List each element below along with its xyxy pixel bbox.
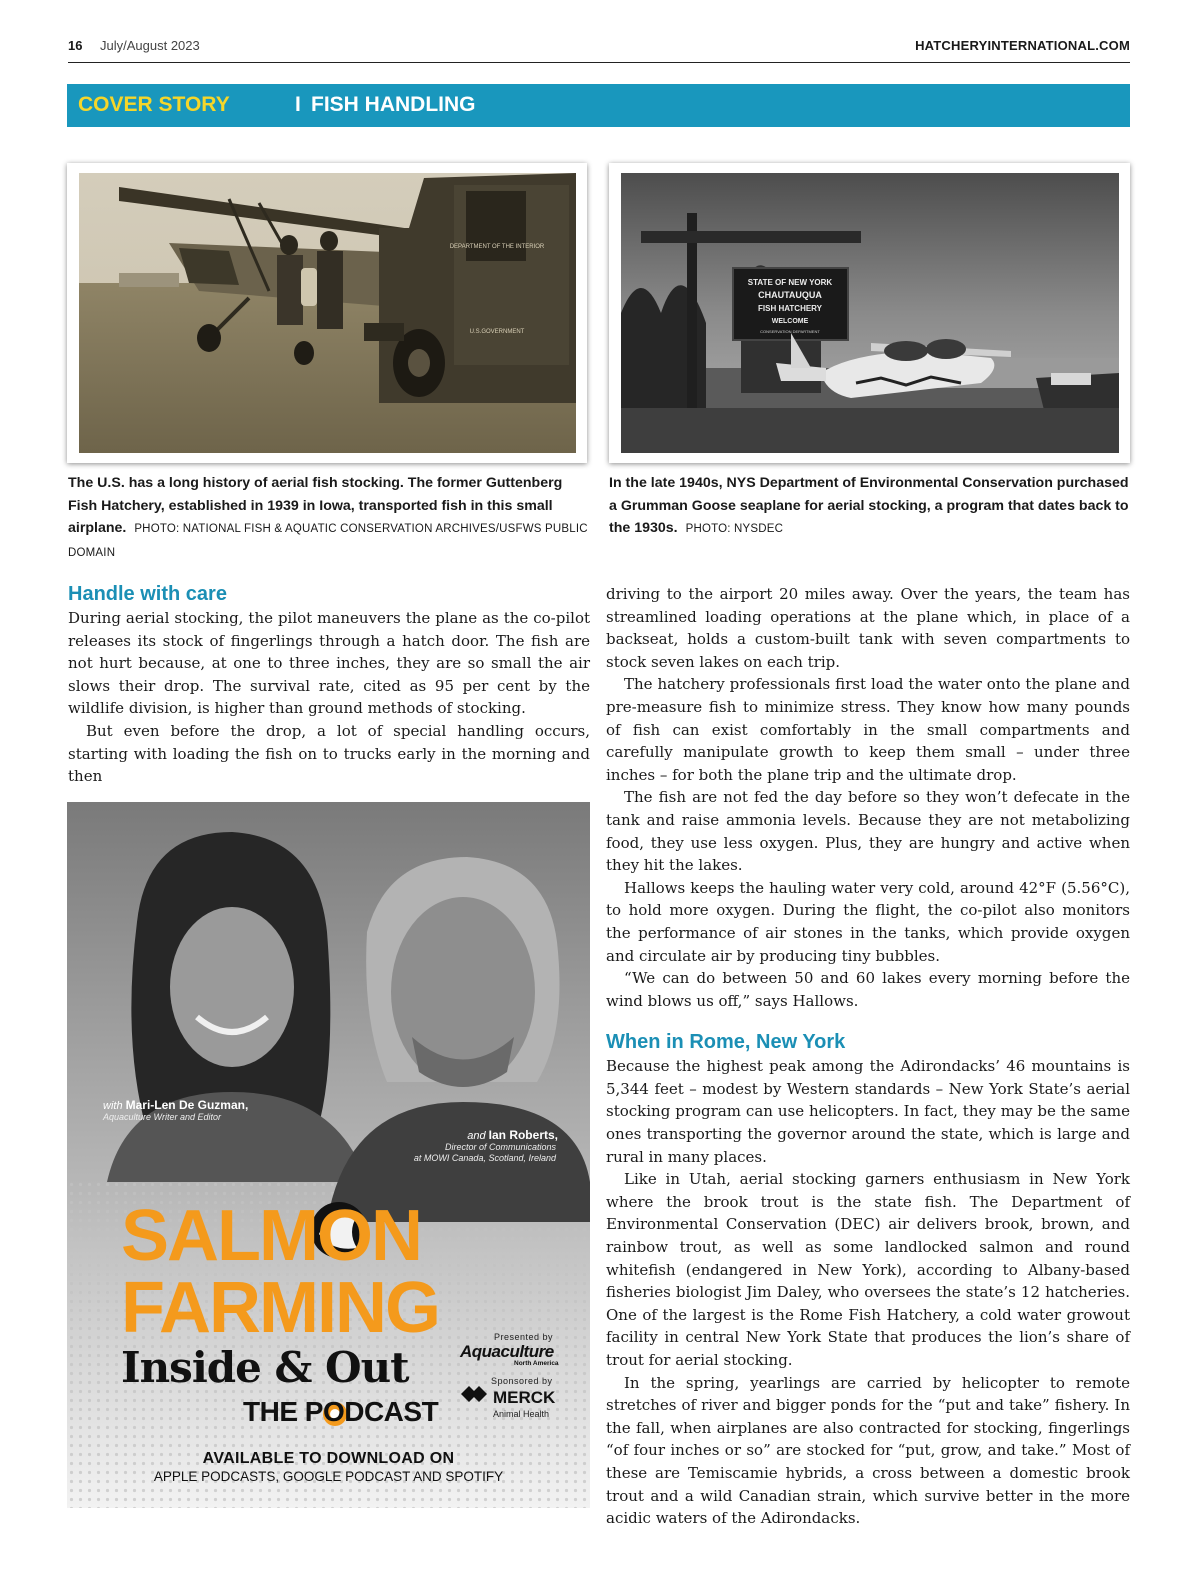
truck-door-text-1: DEPARTMENT OF THE INTERIOR [449, 244, 545, 250]
caption-right-credit: PHOTO: NYSDEC [685, 523, 784, 535]
heading-handle-with-care: Handle with care [68, 583, 227, 605]
host1-role: Aquaculture Writer and Editor [103, 1112, 222, 1122]
airplane-photo-illustration [79, 173, 576, 453]
sign-line-2: CHAUTAUQUA [758, 290, 822, 300]
article-column-left [68, 581, 590, 788]
host1-name: Mari-Len De Guzman, [125, 1098, 249, 1112]
host2-name: Ian Roberts, [488, 1128, 558, 1142]
article-column-right [606, 583, 1130, 1530]
sponsor-logo: MERCK [493, 1388, 556, 1407]
sign-line-4: WELCOME [771, 318, 809, 325]
presented-by-label: Presented by [494, 1332, 554, 1342]
host1-prefix: with [103, 1100, 123, 1112]
presenter-region: North America [514, 1360, 559, 1367]
article-paragraph: driving to the airport 20 miles away. Over the years, the team has streamlined loading operations at the plane which, in place of a backseat, holds a custom-built tank with seven compartments to stock seven lakes on each trip. [606, 585, 1130, 671]
presenter-logo: Aquaculture [460, 1342, 554, 1361]
photo-airplane-truck [67, 163, 587, 463]
download-platforms: APPLE PODCASTS, GOOGLE PODCAST AND SPOTIFY [153, 1469, 504, 1484]
article-paragraph: Hallows keeps the hauling water very cold, around 42°F (5.56°C), to hold more oxygen. During the flight, the co-pilot also monitors the performance of air stones in the tanks, which provide oxygen and circulate air by producing tiny bubbles. [606, 878, 1130, 965]
section-topic: FISH HANDLING [311, 93, 476, 116]
heading-when-in-rome: When in Rome, New York [606, 1031, 846, 1054]
sign-line-1: STATE OF NEW YORK [747, 278, 833, 287]
issue-date: July/August 2023 [100, 38, 200, 53]
section-separator: I [295, 93, 301, 116]
sign-line-3: FISH HATCHERY [758, 304, 822, 313]
site-url[interactable]: HATCHERYINTERNATIONAL.COM [915, 38, 1130, 53]
article-paragraph: The hatchery professionals first load the water onto the plane and pre-measure fish to minimize stress. They know how many pounds of fish can exist comfortably in the small compartments and carefully manipulate growth to keep them small – under three inches – for both the plane trip and the ultimate drop. [606, 675, 1130, 784]
podcast-title-line3: Inside & Out [121, 1343, 409, 1392]
article-paragraph: Like in Utah, aerial stocking garners enthusiasm in New York where the brook trout is the state fish. The Department of Environmental Conservation (DEC) air delivers brook, brown, and rainbow trout, as well as some landlocked salmon and round whitefish (endangered in New York), according to Albany-based fisheries biologist Jim Daley, who oversees the state’s 12 hatcheries. One of the largest is the Rome Fish Hatchery, a cold water growout facility in central New York State that produces the lion’s share of trout for aerial stocking. [606, 1170, 1130, 1369]
truck-door-text-2: U.S.GOVERNMENT [469, 329, 525, 335]
caption-right [609, 472, 1130, 541]
section-banner [67, 84, 1130, 127]
article-paragraph: The fish are not fed the day before so they won’t defecate in the tank and raise ammonia levels. Because they are not metabolizing food, they use less oxygen. Plus, they are hungry and active when they hit the lakes. [606, 788, 1130, 875]
page-header [68, 37, 1130, 63]
sponsor-division: Animal Health [493, 1409, 550, 1419]
sign-line-5: CONSERVATION DEPARTMENT [760, 329, 820, 334]
podcast-title-line1: SALMON [121, 1196, 421, 1276]
sponsored-by-label: Sponsored by [491, 1376, 553, 1386]
article-paragraph: During aerial stocking, the pilot maneuvers the plane as the co-pilot releases its stock of fingerlings through a hatch door. The fish are not hurt because, at one to three inches, they are so small the air slows their drop. The survival rate, cited as 95 per cent by the wildlife division, is higher than ground methods of stocking. [68, 609, 590, 718]
caption-left-credit: PHOTO: NATIONAL FISH & AQUATIC CONSERVATION ARCHIVES/USFWS PUBLIC DOMAIN [68, 523, 588, 559]
host2-credit [467, 1128, 558, 1142]
host2-role: Director of Communications [444, 1142, 556, 1152]
page-number: 16 [68, 38, 83, 53]
seaplane-photo-illustration [621, 173, 1119, 453]
host1-credit [103, 1098, 248, 1112]
photo-seaplane-sign [609, 163, 1130, 463]
podcast-title-line2: FARMING [121, 1268, 439, 1348]
article-paragraph: But even before the drop, a lot of special handling occurs, starting with loading the fish on to trucks early in the morning and then [68, 721, 590, 786]
download-cta: AVAILABLE TO DOWNLOAD ON [202, 1450, 455, 1467]
section-kicker: COVER STORY [78, 93, 230, 116]
host2-prefix: and [467, 1130, 486, 1142]
podcast-advertisement[interactable] [67, 802, 590, 1508]
host2-org: at MOWI Canada, Scotland, Ireland [413, 1153, 556, 1163]
article-paragraph: “We can do between 50 and 60 lakes every morning before the wind blows us off,” says Hallows. [606, 969, 1130, 1010]
caption-left [68, 472, 593, 564]
article-paragraph: Because the highest peak among the Adirondacks’ 46 mountains is 5,344 feet – modest by Western standards – New York State’s aerial stocking program can use helicopters. In fact, they may be the same ones transporting the governor around the state, which is large and rural in many places. [606, 1057, 1130, 1166]
podcast-subtitle: THE PODCAST [243, 1396, 439, 1427]
caption-right-text: In the late 1940s, NYS Department of Environmental Conservation purchased a Grumman Goose seaplane for aerial stocking, a program that dates back to the 1930s. [609, 475, 1129, 536]
caption-left-text: The U.S. has a long history of aerial fish stocking. The former Guttenberg Fish Hatchery, established in 1939 in Iowa, transported fish in this small airplane. [68, 475, 563, 536]
article-paragraph: In the spring, yearlings are carried by helicopter to remote stretches of river and bigger ponds for the “put and take” fishery. In the fall, when airplanes are also contracted for stocking, fingerlings “of four inches or so” are stocked for “put, grow, and take.” Most of these are Temiscamie hybrids, a cross between a domestic brook trout and a wild Canadian strain, which survive better in the more acidic waters of the Adirondacks. [606, 1373, 1130, 1528]
